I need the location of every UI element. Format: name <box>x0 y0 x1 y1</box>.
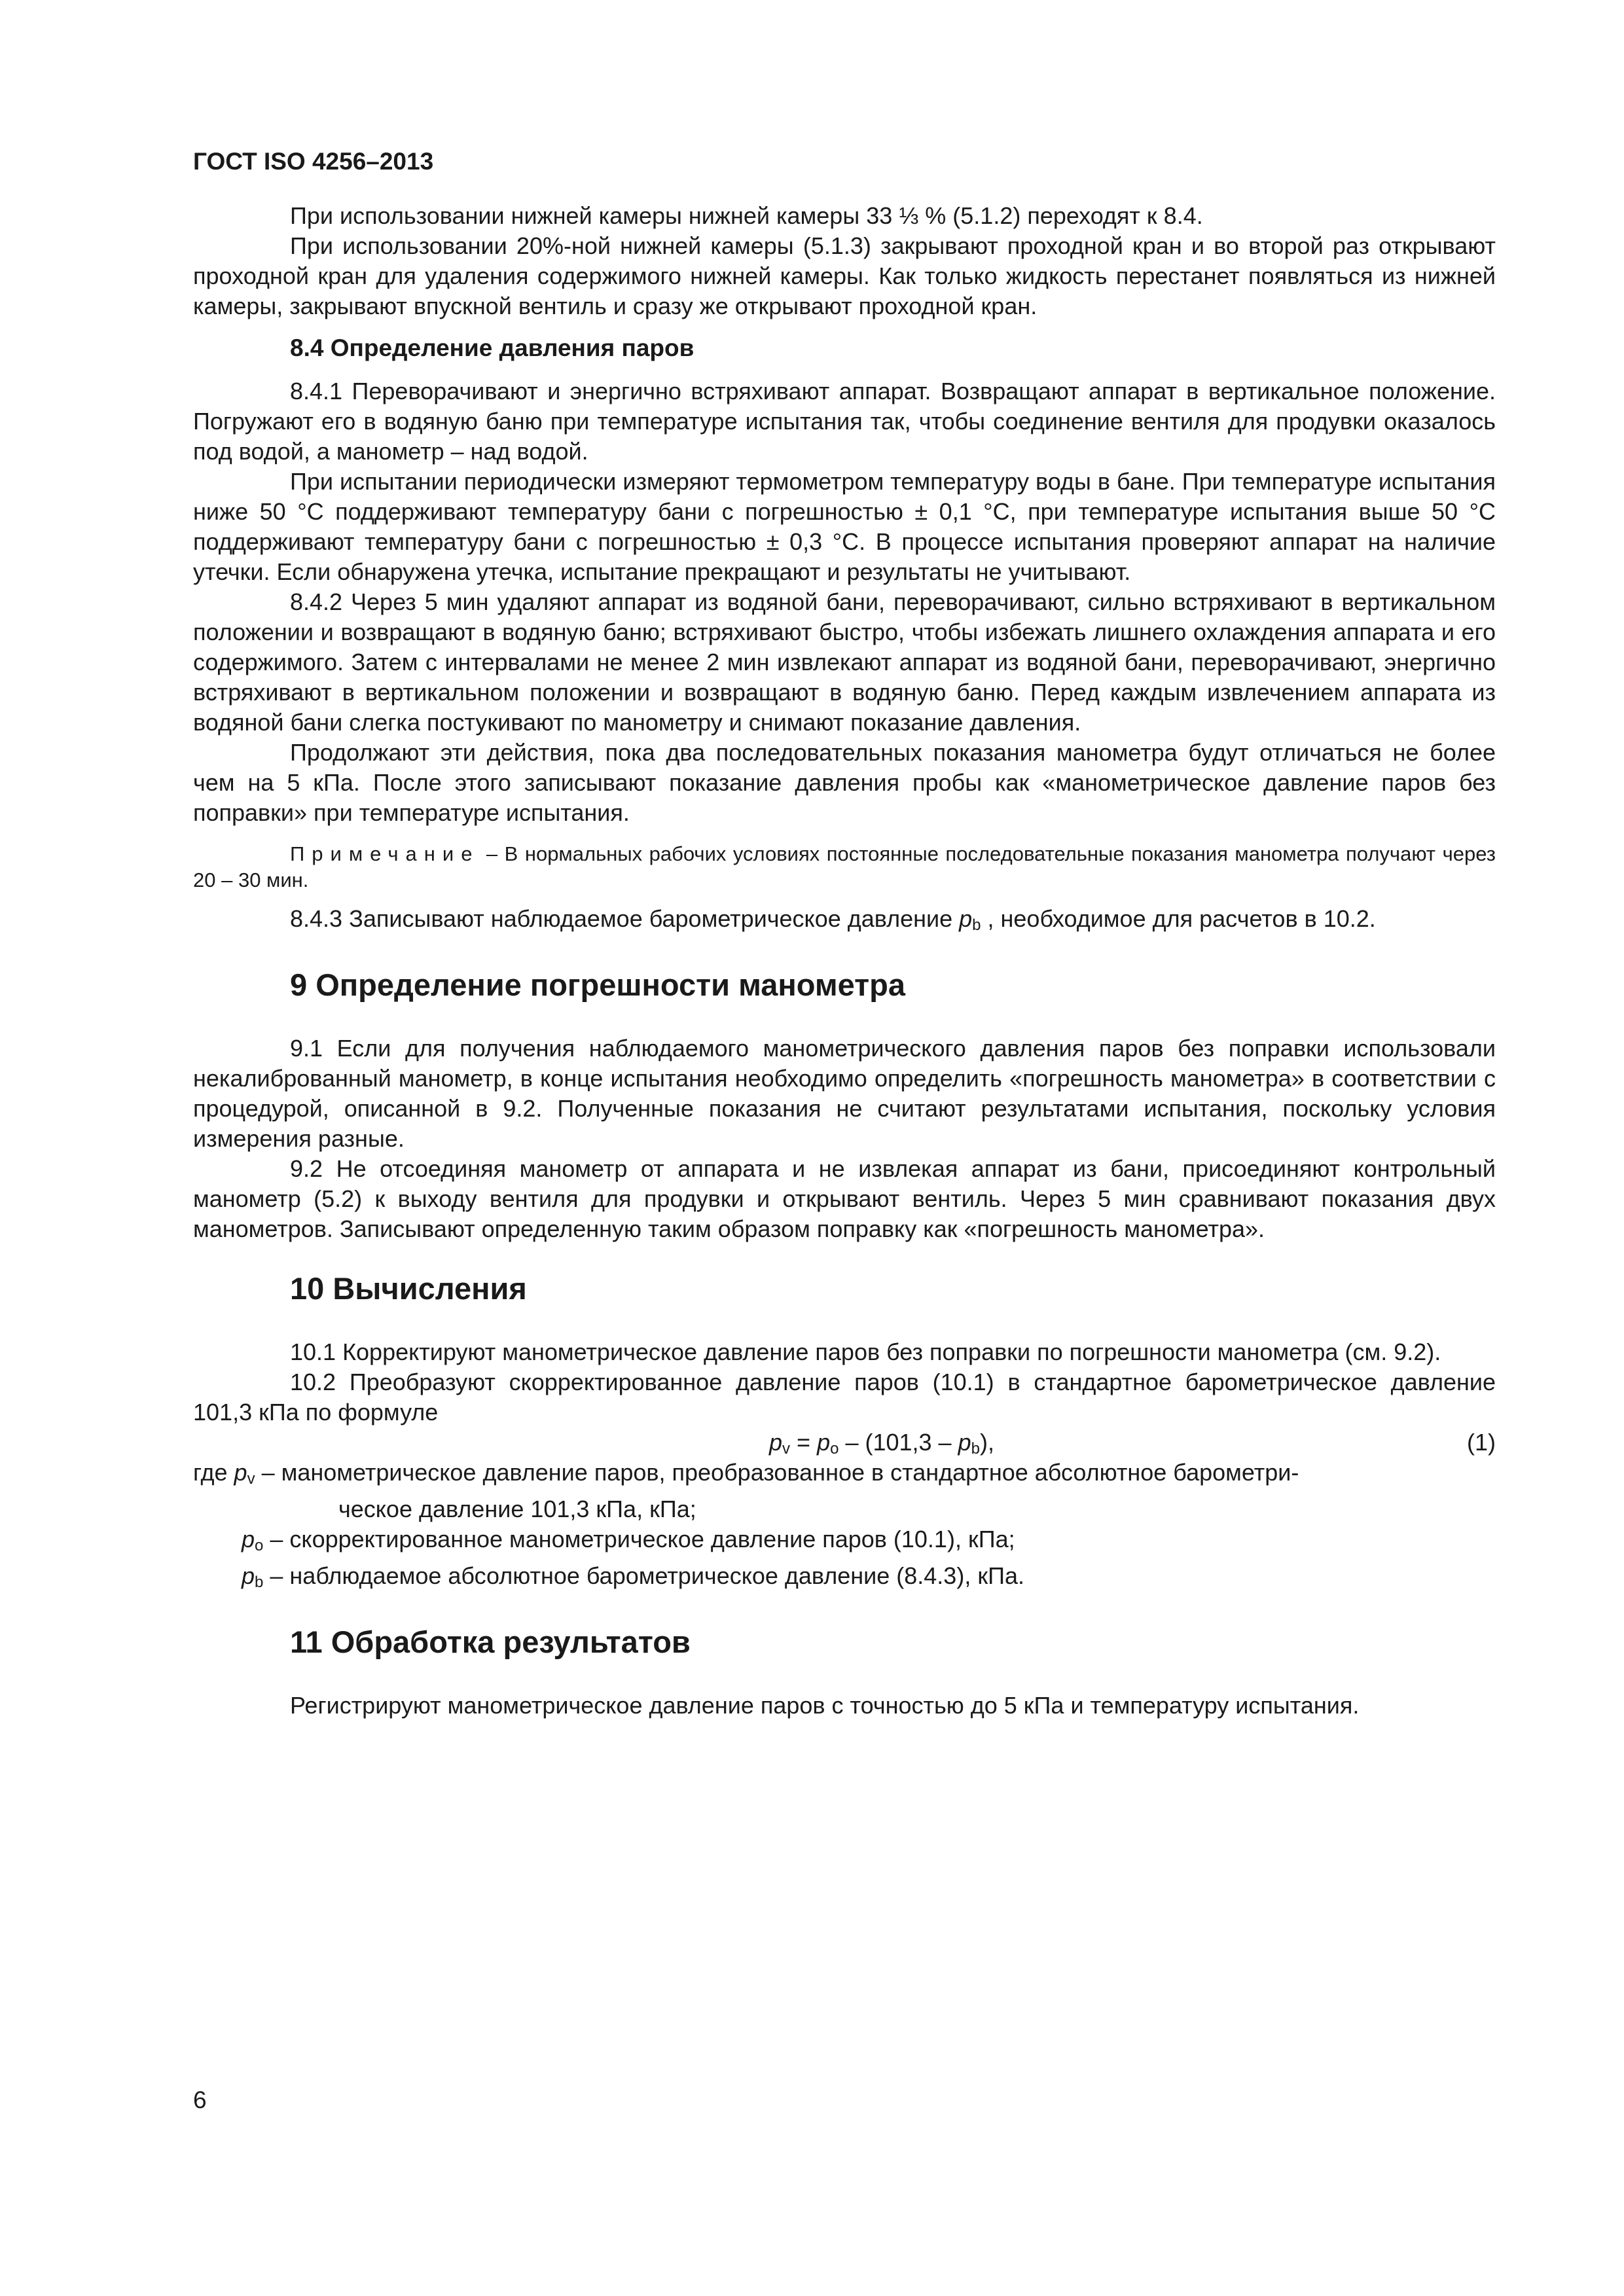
heading-section-10: 10 Вычисления <box>290 1271 527 1306</box>
paragraph-8-4-3-tail: , необходимое для расчетов в 10.2. <box>981 905 1376 932</box>
paragraph-intro-2: При использовании 20%-ной нижней камеры (5.1.3) закрывают проходной кран и во второй раз открывают проходной кран для удаления содержимого нижней камеры. Как только жидкость перестанет появляться из нижней камеры, закрывают впускной вентиль и сразу же открывают проходной кран. <box>193 232 1496 319</box>
formula-sub-o: o <box>830 1440 839 1458</box>
def-po-text: – скорректированное манометрическое давление паров (10.1), кПа; <box>263 1526 1015 1552</box>
symbol-p: p <box>959 905 973 932</box>
document-header: ГОСТ ISO 4256–2013 <box>193 148 434 175</box>
def-symbol-pv: p <box>234 1459 247 1486</box>
heading-section-11: 11 Обработка результатов <box>290 1624 691 1659</box>
paragraph-8-4-3-text: 8.4.3 Записывают наблюдаемое барометрическое давление <box>290 905 960 932</box>
paragraph-8-4-2: 8.4.2 Через 5 мин удаляют аппарат из водяной бани, переворачивают, сильно встряхивают в вертикальном положении и возвращают в водяную баню; встряхивают быстро, чтобы избежать лишнего охлаждения аппарата и его содержимого. Затем с интервалами не менее 2 мин извлекают аппарат из водяной бани, переворачивают, энергично встряхивают в вертикальном положении и возвращают в водяную баню. Перед каждым извлечением аппарата из водяной бани слегка постукивают по манометру и снимают показание давления. <box>193 588 1496 736</box>
formula-symbol-pv: p <box>769 1429 783 1456</box>
def-pv-text: – манометрическое давление паров, преобразованное в стандартное абсолютное барометри- <box>255 1459 1299 1486</box>
definition-pb <box>193 1561 1496 1598</box>
def-symbol-po: p <box>242 1526 255 1552</box>
formula-symbol-po: p <box>817 1429 831 1456</box>
formula-sub-v: v <box>782 1440 791 1458</box>
def-sub-b: b <box>255 1573 264 1591</box>
def-pb-text: – наблюдаемое абсолютное барометрическое давление (8.4.3), кПа. <box>263 1562 1024 1589</box>
subscript-b: b <box>972 916 981 934</box>
equation-number: (1) <box>1467 1429 1496 1456</box>
paragraph-9-2: 9.2 Не отсоединяя манометр от аппарата и не извлекая аппарат из бани, присоединяют контрольный манометр (5.2) к выходу вентиля для продувки и открывают вентиль. Через 5 мин сравнивают показания двух манометров. Записывают определенную таким образом поправку как «погрешность манометра». <box>193 1155 1496 1242</box>
formula <box>769 1427 994 1464</box>
paragraph-11: Регистрируют манометрическое давление паров с точностью до 5 кПа и температуру испытания. <box>290 1692 1360 1719</box>
def-sub-o: o <box>255 1537 264 1554</box>
formula-symbol-pb: p <box>958 1429 971 1456</box>
paragraph-10-2: 10.2 Преобразуют скорректированное давление паров (10.1) в стандартное барометрическое давление 101,3 кПа по формуле <box>193 1369 1496 1426</box>
definition-po <box>193 1524 1496 1561</box>
formula-row <box>193 1427 1496 1458</box>
paragraph-8-4-3 <box>193 904 1496 941</box>
definition-pv-continued: ческое давление 101,3 кПа, кПа; <box>338 1496 696 1522</box>
formula-eq3: ), <box>979 1429 994 1456</box>
paragraph-10-1: 10.1 Корректируют манометрическое давление паров без поправки по погрешности манометра (см. 9.2). <box>290 1338 1441 1365</box>
formula-eq1: = <box>790 1429 818 1456</box>
paragraph-8-4-2-repeat: Продолжают эти действия, пока два последовательных показания манометра будут отличаться не более чем на 5 кПа. После этого записывают показание давления пробы как «манометрическое давление паров без поправки» при температуре испытания. <box>193 739 1496 826</box>
paragraph-8-4-1-temperature: При испытании периодически измеряют термометром температуру воды в бане. При температуре испытания ниже 50 °С поддерживают температуру бани с погрешностью ± 0,1 °С, при температуре испытания выше 50 °С поддерживают температуру бани с погрешностью ± 0,3 °С. В процессе испытания проверяют аппарат на наличие утечки. Если обнаружена утечка, испытание прекращают и результаты не учитывают. <box>193 468 1496 585</box>
paragraph-intro-1: При использовании нижней камеры нижней камеры 33 ⅓ % (5.1.2) переходят к 8.4. <box>290 202 1203 229</box>
heading-8-4: 8.4 Определение давления паров <box>290 334 695 361</box>
document-page <box>193 147 1496 2209</box>
heading-section-9: 9 Определение погрешности манометра <box>290 967 906 1002</box>
formula-sub-b: b <box>971 1440 980 1458</box>
paragraph-9-1: 9.1 Если для получения наблюдаемого манометрического давления паров без поправки использовали некалиброванный манометр, в конце испытания необходимо определить «погрешность манометра» в соответствии с процедурой, описанной в 9.2. Полученные показания не считают результатами испытания, поскольку условия измерения разные. <box>193 1035 1496 1152</box>
note-label: Примечание <box>290 842 480 865</box>
def-sub-v: v <box>247 1470 255 1488</box>
formula-eq2: – (101,3 – <box>839 1429 958 1456</box>
where-lead: где <box>193 1459 234 1486</box>
note <box>193 841 1496 893</box>
def-symbol-pb: p <box>242 1562 255 1589</box>
note-text: – В нормальных рабочих условиях постоянные последовательные показания манометра получают через 20 – 30 мин. <box>193 842 1496 891</box>
paragraph-8-4-1: 8.4.1 Переворачивают и энергично встряхивают аппарат. Возвращают аппарат в вертикальное положение. Погружают его в водяную баню при температуре испытания так, чтобы соединение вентиля для продувки оказалось под водой, а манометр – над водой. <box>193 378 1496 465</box>
page-number: 6 <box>193 2087 207 2113</box>
